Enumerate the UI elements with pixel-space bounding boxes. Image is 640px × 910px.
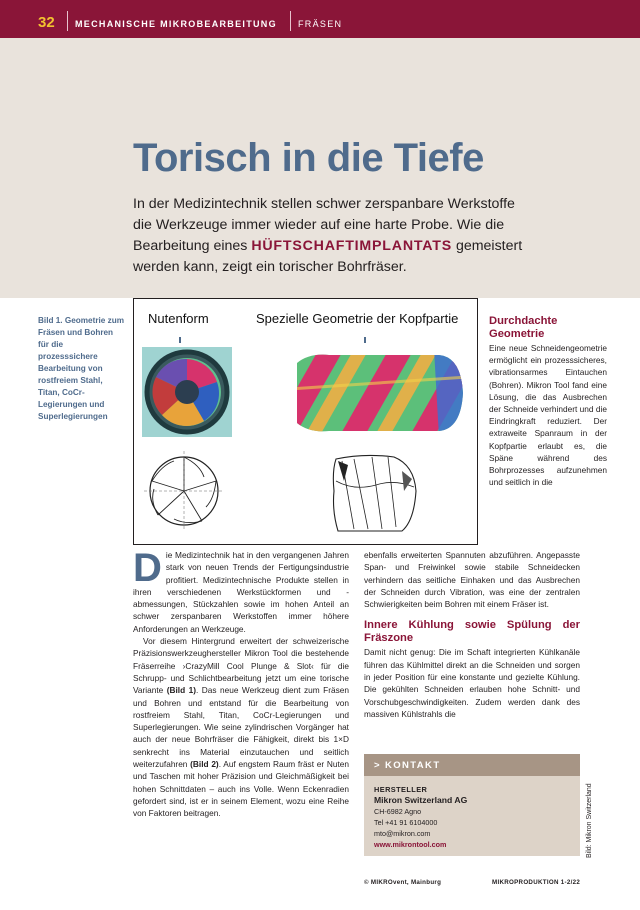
section-title: MECHANISCHE MIKROBEARBEITUNG xyxy=(75,19,277,29)
paragraph-mikron xyxy=(133,635,349,819)
figure-reference: (Bild 2) xyxy=(190,759,219,770)
body-column-2 xyxy=(364,549,580,720)
footer-issue: MIKROPRODUKTION 1-2/22 xyxy=(492,879,581,886)
tool-head-drawing xyxy=(324,451,424,536)
sidebar-text: Eine neue Schneidengeometrie ermöglicht ein prozesssicheres, vibrationsarmes Eintauchen (Bohren). Mikron Tool fand eine Lösung, die das Ausbrechen der Schneide verhindert und die Eindringkraft reduziert. Der extraweite Spanraum in der Kopfpartie erlaubt es, die Späne während des Bohrprozesses aufzunehmen und seitlich in die xyxy=(489,343,607,488)
page-number: 32 xyxy=(38,14,55,31)
sidebar-heading: Durchdachte Geometrie xyxy=(489,315,558,340)
figure-marker xyxy=(364,337,366,343)
tool-head-render xyxy=(289,349,467,437)
figure-caption: Bild 1. Geometrie zum Fräsen und Bohren für die prozesssichere Bearbeitung von rostfreiem Stahl, Titan, CoCr-Legierungen und Superlegierungen xyxy=(38,316,124,421)
paragraph-text: . Auf engstem Raum fräst er Nuten und Taschen mit hoher Präzision und Gleichmäßigkeit bei hohen Schnittdaten – auch ins Volle. Wenn Eckenradien gefordert sind, ist er in seinem Element, wozu eine Reihe von Faktoren beitragen. xyxy=(133,759,349,819)
contact-address: CH-6982 Agno xyxy=(374,807,422,816)
paragraph-text: Vor diesem Hintergrund erweitert der schweizerische Präzisionswerkzeughersteller Mikron Tool die bestehende Fräserreihe ›CrazyMill Cool Plunge & Slot‹ für die Schrupp- und Schlichtbearbeitung jetzt um eine torische Variante xyxy=(133,636,349,696)
paragraph-cooling: Damit nicht genug: Die im Schaft integrierten Kühlkanäle führen das Kühlmittel direkt an die Schneiden und sorgen in jeder Position für eine konstante und gezielte Kühlung. Die gekühlten Schneiden erlauben hohe Schnitt- und Vorschubgeschwindigkeiten. Zudem werden dank des massiven Kühlstrahls die xyxy=(364,647,580,719)
photo-credit: Bild: Mikron Switzerland xyxy=(586,783,593,858)
article-title: Torisch in die Tiefe xyxy=(133,136,484,180)
sidebar-geometry xyxy=(489,315,607,488)
subsection-title: FRÄSEN xyxy=(298,19,343,29)
header-divider xyxy=(67,11,68,31)
contact-box xyxy=(364,754,580,856)
contact-phone: Tel +41 91 6104000 xyxy=(374,818,438,827)
tool-cross-section-drawing xyxy=(144,451,224,531)
figure-bild-1 xyxy=(133,298,478,545)
contact-url[interactable]: www.mikrontool.com xyxy=(374,840,447,849)
contact-details xyxy=(364,776,580,850)
lead-text-end: gemeistert werden kann, zeigt ein torischer Bohrfräser. xyxy=(133,238,523,275)
contact-email[interactable]: mto@mikron.com xyxy=(374,829,431,838)
figure-label-nutenform: Nutenform xyxy=(148,311,209,326)
figure-reference: (Bild 1) xyxy=(166,685,197,696)
lead-highlight: HÜFTSCHAFTIMPLANTATS xyxy=(251,238,452,254)
subheading-cooling: Innere Kühlung sowie Spülung der Fräszone xyxy=(364,619,580,644)
header-divider xyxy=(290,11,291,31)
page-header xyxy=(0,0,640,38)
footer-copyright: © MIKROvent, Mainburg xyxy=(364,879,442,886)
tool-cross-section-render xyxy=(142,347,232,437)
contact-company: Mikron Switzerland AG xyxy=(374,795,468,805)
article-lead xyxy=(133,194,533,278)
lead-text: In der Medizintechnik stellen schwer zerspanbare Werkstoffe die Werkzeuge immer wieder auf eine harte Probe. Wie die Bearbeitung eines xyxy=(133,196,515,254)
paragraph-text: . Das neue Werkzeug dient zum Fräsen und Bohren und entstand für die Bearbeitung von rostfreiem Stahl, Titan, CoCr-Legierungen und Superlegierungen. Wie seine zylindrischen Vorgänger hat auch der neue Bohrfräser die Fähigkeit, direkt bis 1×D senkrecht ins Material einzutauchen und seitlich weiterzufahren xyxy=(133,685,349,770)
paragraph-continuation: ebenfalls erweiterten Spannuten abzuführen. Angepasste Span- und Freiwinkel sowie stabile Schneidecken verhindern das seitliche Einhaken und das Ausbrechen der Schneiden durch Vibration, was eine der zentralen Schwierigkeiten beim Bohren mit einem Fräser ist. xyxy=(364,550,580,610)
figure-label-kopfpartie: Spezielle Geometrie der Kopfpartie xyxy=(256,311,459,326)
body-column-1 xyxy=(133,546,349,820)
paragraph-text: ie Medizintechnik hat in den vergangenen Jahren stark von neuen Trends der Fertigungsindustrie profitiert. Medizintechnische Produkte stellen in ihren verschiedenen Werkstückformen und -abmessungen, Stückzahlen sowie im hohen Anteil an schwer zerspanbaren Werkstoffen immer höhere Anforderungen an Werkzeuge. xyxy=(133,550,349,634)
contact-bar-label: > KONTAKT xyxy=(364,754,580,776)
contact-heading: HERSTELLER xyxy=(374,785,428,794)
paragraph-intro xyxy=(133,546,349,635)
dropcap: D xyxy=(133,546,162,590)
figure-marker xyxy=(179,337,181,343)
